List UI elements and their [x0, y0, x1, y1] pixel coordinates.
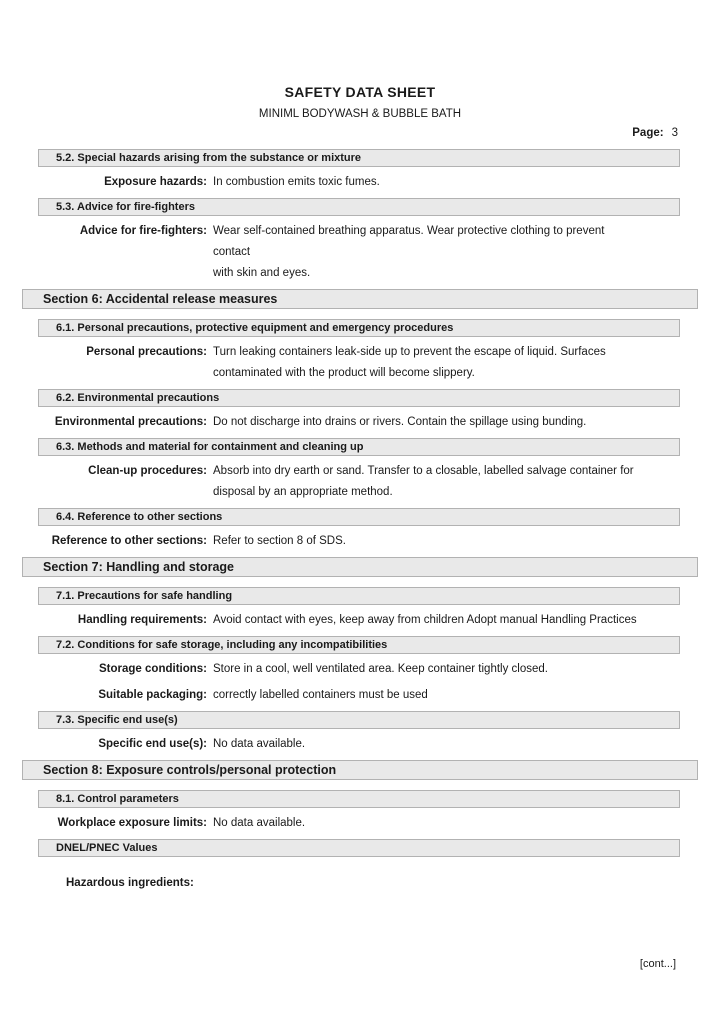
field-value-line: Refer to section 8 of SDS. — [213, 535, 346, 547]
field-value-line: Avoid contact with eyes, keep away from children Adopt manual Handling Practices — [213, 614, 637, 626]
field-value — [213, 659, 548, 680]
field-value-line: contaminated with the product will become slippery. — [213, 367, 475, 379]
field-label: Environmental precautions: — [54, 416, 207, 428]
subsection-header-bar: 5.3. Advice for fire-fighters — [38, 198, 680, 216]
field-label: Workplace exposure limits: — [57, 817, 207, 829]
subsection-header-bar: 7.1. Precautions for safe handling — [38, 587, 680, 605]
subsection-header-bar: 6.1. Personal precautions, protective equipment and emergency procedures — [38, 319, 680, 337]
page-indicator — [0, 127, 720, 140]
field-row — [0, 531, 720, 552]
section-header-bar: Section 6: Accidental release measures — [22, 289, 698, 309]
section-header-bar: Section 7: Handling and storage — [22, 557, 698, 577]
subsection-header-bar: 7.2. Conditions for safe storage, including any incompatibilities — [38, 636, 680, 654]
field-value — [213, 813, 305, 834]
field-value-line: Absorb into dry earth or sand. Transfer to a closable, labelled salvage container for — [213, 465, 634, 477]
subsection-header-bar: 8.1. Control parameters — [38, 790, 680, 808]
document-title: SAFETY DATA SHEET — [284, 84, 436, 100]
field-row — [0, 221, 720, 284]
field-row — [0, 461, 720, 503]
field-label: Specific end use(s): — [98, 738, 207, 750]
subsection-header-bar: 5.2. Special hazards arising from the substance or mixture — [38, 149, 680, 167]
field-value-line: No data available. — [213, 738, 306, 750]
field-value — [213, 172, 380, 193]
field-value-line: correctly labelled containers must be used — [213, 689, 428, 701]
document-header — [0, 0, 720, 140]
subsection-header-bar: 6.4. Reference to other sections — [38, 508, 680, 526]
field-value — [213, 685, 428, 706]
field-row — [0, 685, 720, 706]
field-value — [213, 412, 586, 433]
field-label: Clean-up procedures: — [88, 465, 207, 477]
field-label: Handling requirements: — [77, 614, 207, 626]
subsection-header-bar: 6.2. Environmental precautions — [38, 389, 680, 407]
continuation-marker: [cont...] — [639, 958, 676, 970]
field-value-line: Do not discharge into drains or rivers. Contain the spillage using bunding. — [213, 416, 587, 428]
field-value — [213, 531, 346, 552]
subsection-header-bar: DNEL/PNEC Values — [38, 839, 680, 857]
field-value — [213, 610, 637, 631]
field-row — [0, 172, 720, 193]
field-value-line: Turn leaking containers leak-side up to prevent the escape of liquid. Surfaces — [213, 346, 606, 358]
field-label: Reference to other sections: — [51, 535, 207, 547]
field-value — [213, 734, 305, 755]
field-label: Personal precautions: — [86, 346, 207, 358]
subsection-header-bar: 6.3. Methods and material for containment and cleaning up — [38, 438, 680, 456]
field-value-line: with skin and eyes. — [213, 267, 311, 279]
field-row — [0, 734, 720, 755]
field-value-line: Wear self-contained breathing apparatus. Wear protective clothing to prevent contact — [213, 225, 605, 258]
page-number: 3 — [671, 127, 678, 139]
field-row — [0, 342, 720, 384]
field-value-line: Store in a cool, well ventilated area. Keep container tightly closed. — [213, 663, 548, 675]
product-name: MINIML BODYWASH & BUBBLE BATH — [258, 108, 462, 120]
field-value-line: disposal by an appropriate method. — [213, 486, 393, 498]
field-row — [0, 412, 720, 433]
field-label: Suitable packaging: — [98, 689, 207, 701]
field-label: Advice for fire-fighters: — [79, 225, 207, 237]
field-row — [0, 813, 720, 834]
document-body — [0, 149, 720, 894]
section-header-bar: Section 8: Exposure controls/personal protection — [22, 760, 698, 780]
field-value — [213, 221, 643, 284]
field-value-line: No data available. — [213, 817, 306, 829]
field-label: Exposure hazards: — [104, 176, 207, 188]
field-value-line: In combustion emits toxic fumes. — [213, 176, 380, 188]
field-row — [0, 659, 720, 680]
field-row — [0, 610, 720, 631]
field-value — [213, 342, 606, 384]
hazardous-ingredients-label: Hazardous ingredients: — [66, 877, 194, 889]
subsection-header-bar: 7.3. Specific end use(s) — [38, 711, 680, 729]
field-label: Storage conditions: — [99, 663, 207, 675]
field-value — [213, 461, 634, 503]
page-label: Page: — [632, 127, 664, 139]
